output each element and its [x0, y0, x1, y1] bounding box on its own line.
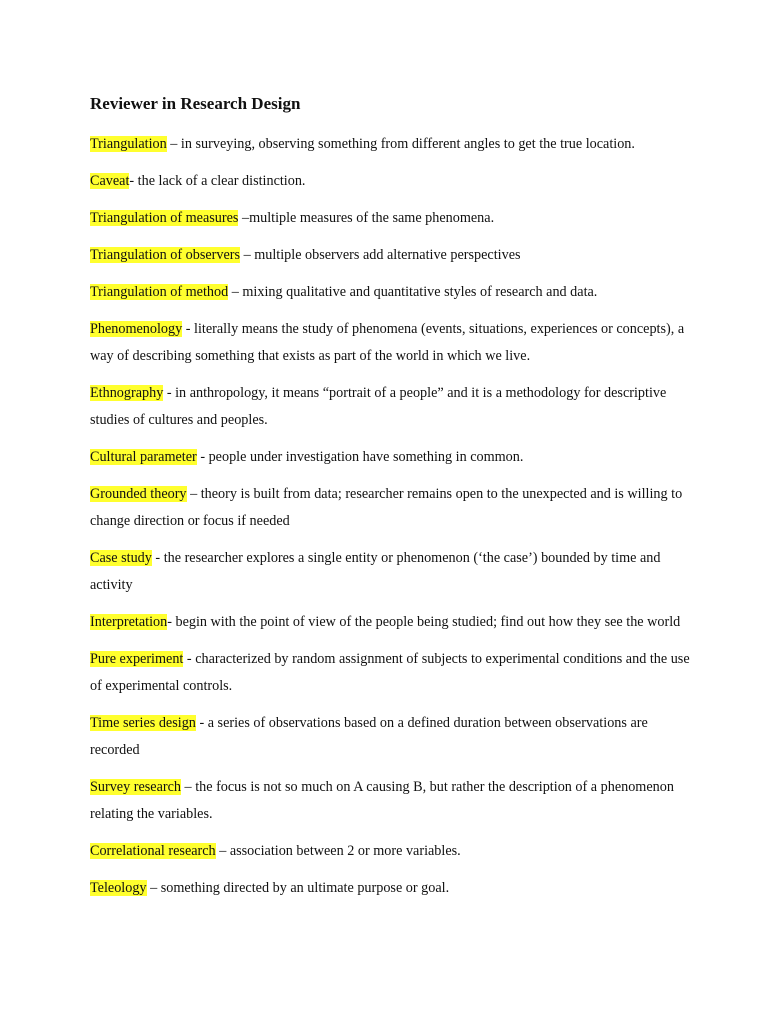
term-highlight: Pure experiment: [90, 651, 184, 667]
definition-text: –multiple measures of the same phenomena.: [238, 210, 495, 226]
entry-caveat: [90, 168, 690, 195]
definition-text: – association between 2 or more variables.: [215, 843, 461, 859]
definition-text: - the lack of a clear distinction.: [129, 173, 306, 189]
entry-grounded-theory: [90, 481, 690, 535]
term-highlight: Triangulation: [90, 136, 167, 152]
term-highlight: Interpretation: [90, 614, 168, 630]
term-highlight: Correlational research: [90, 843, 216, 859]
definition-text: - a series of observations based on a defined duration between observations are recorded: [90, 715, 648, 758]
definition-text: – multiple observers add alternative perspectives: [240, 247, 521, 263]
definition-text: - people under investigation have something in common.: [196, 449, 524, 465]
definition-text: – mixing qualitative and quantitative styles of research and data.: [228, 284, 598, 300]
term-highlight: Triangulation of observers: [90, 247, 241, 263]
term-highlight: Phenomenology: [90, 321, 183, 337]
entry-teleology: [90, 875, 690, 902]
term-highlight: Triangulation of method: [90, 284, 229, 300]
entry-triangulation-of-measures: [90, 205, 690, 232]
entry-phenomenology: [90, 316, 690, 370]
entry-triangulation-of-observers: [90, 242, 690, 269]
definition-text: - in anthropology, it means “portrait of a people” and it is a methodology for descriptive studies of cultures and peoples.: [90, 385, 667, 428]
term-highlight: Teleology: [90, 880, 147, 896]
definition-text: - literally means the study of phenomena (events, situations, experiences or concepts), a way of describing something that exists as part of the world in which we live.: [90, 321, 685, 364]
document-page: [90, 92, 690, 912]
term-highlight: Cultural parameter: [90, 449, 197, 465]
entry-correlational-research: [90, 838, 690, 865]
definition-text: – in surveying, observing something from different angles to get the true location.: [166, 136, 635, 152]
term-highlight: Triangulation of measures: [90, 210, 239, 226]
definition-text: – the focus is not so much on A causing B, but rather the description of a phenomenon relating the variables.: [90, 779, 674, 822]
term-highlight: Ethnography: [90, 385, 164, 401]
definition-text: – something directed by an ultimate purpose or goal.: [146, 880, 450, 896]
term-highlight: Case study: [90, 550, 152, 566]
definition-text: - the researcher explores a single entity or phenomenon (‘the case’) bounded by time and activity: [90, 550, 661, 593]
entry-triangulation: [90, 131, 690, 158]
entry-triangulation-of-method: [90, 279, 690, 306]
term-highlight: Time series design: [90, 715, 196, 731]
definition-text: - begin with the point of view of the people being studied; find out how they see the world: [167, 614, 681, 630]
term-highlight: Grounded theory: [90, 486, 187, 502]
entry-survey-research: [90, 774, 690, 828]
entry-case-study: [90, 545, 690, 599]
entry-time-series-design: [90, 710, 690, 764]
document-title: Reviewer in Research Design: [90, 94, 301, 113]
term-highlight: Caveat: [90, 173, 130, 189]
definition-text: – theory is built from data; researcher remains open to the unexpected and is willing to change direction or focus if needed: [90, 486, 683, 529]
definition-text: - characterized by random assignment of subjects to experimental conditions and the use of experimental controls.: [90, 651, 690, 694]
entry-interpretation: [90, 609, 690, 636]
entry-cultural-parameter: [90, 444, 690, 471]
term-highlight: Survey research: [90, 779, 181, 795]
entry-ethnography: [90, 380, 690, 434]
entry-pure-experiment: [90, 646, 690, 700]
